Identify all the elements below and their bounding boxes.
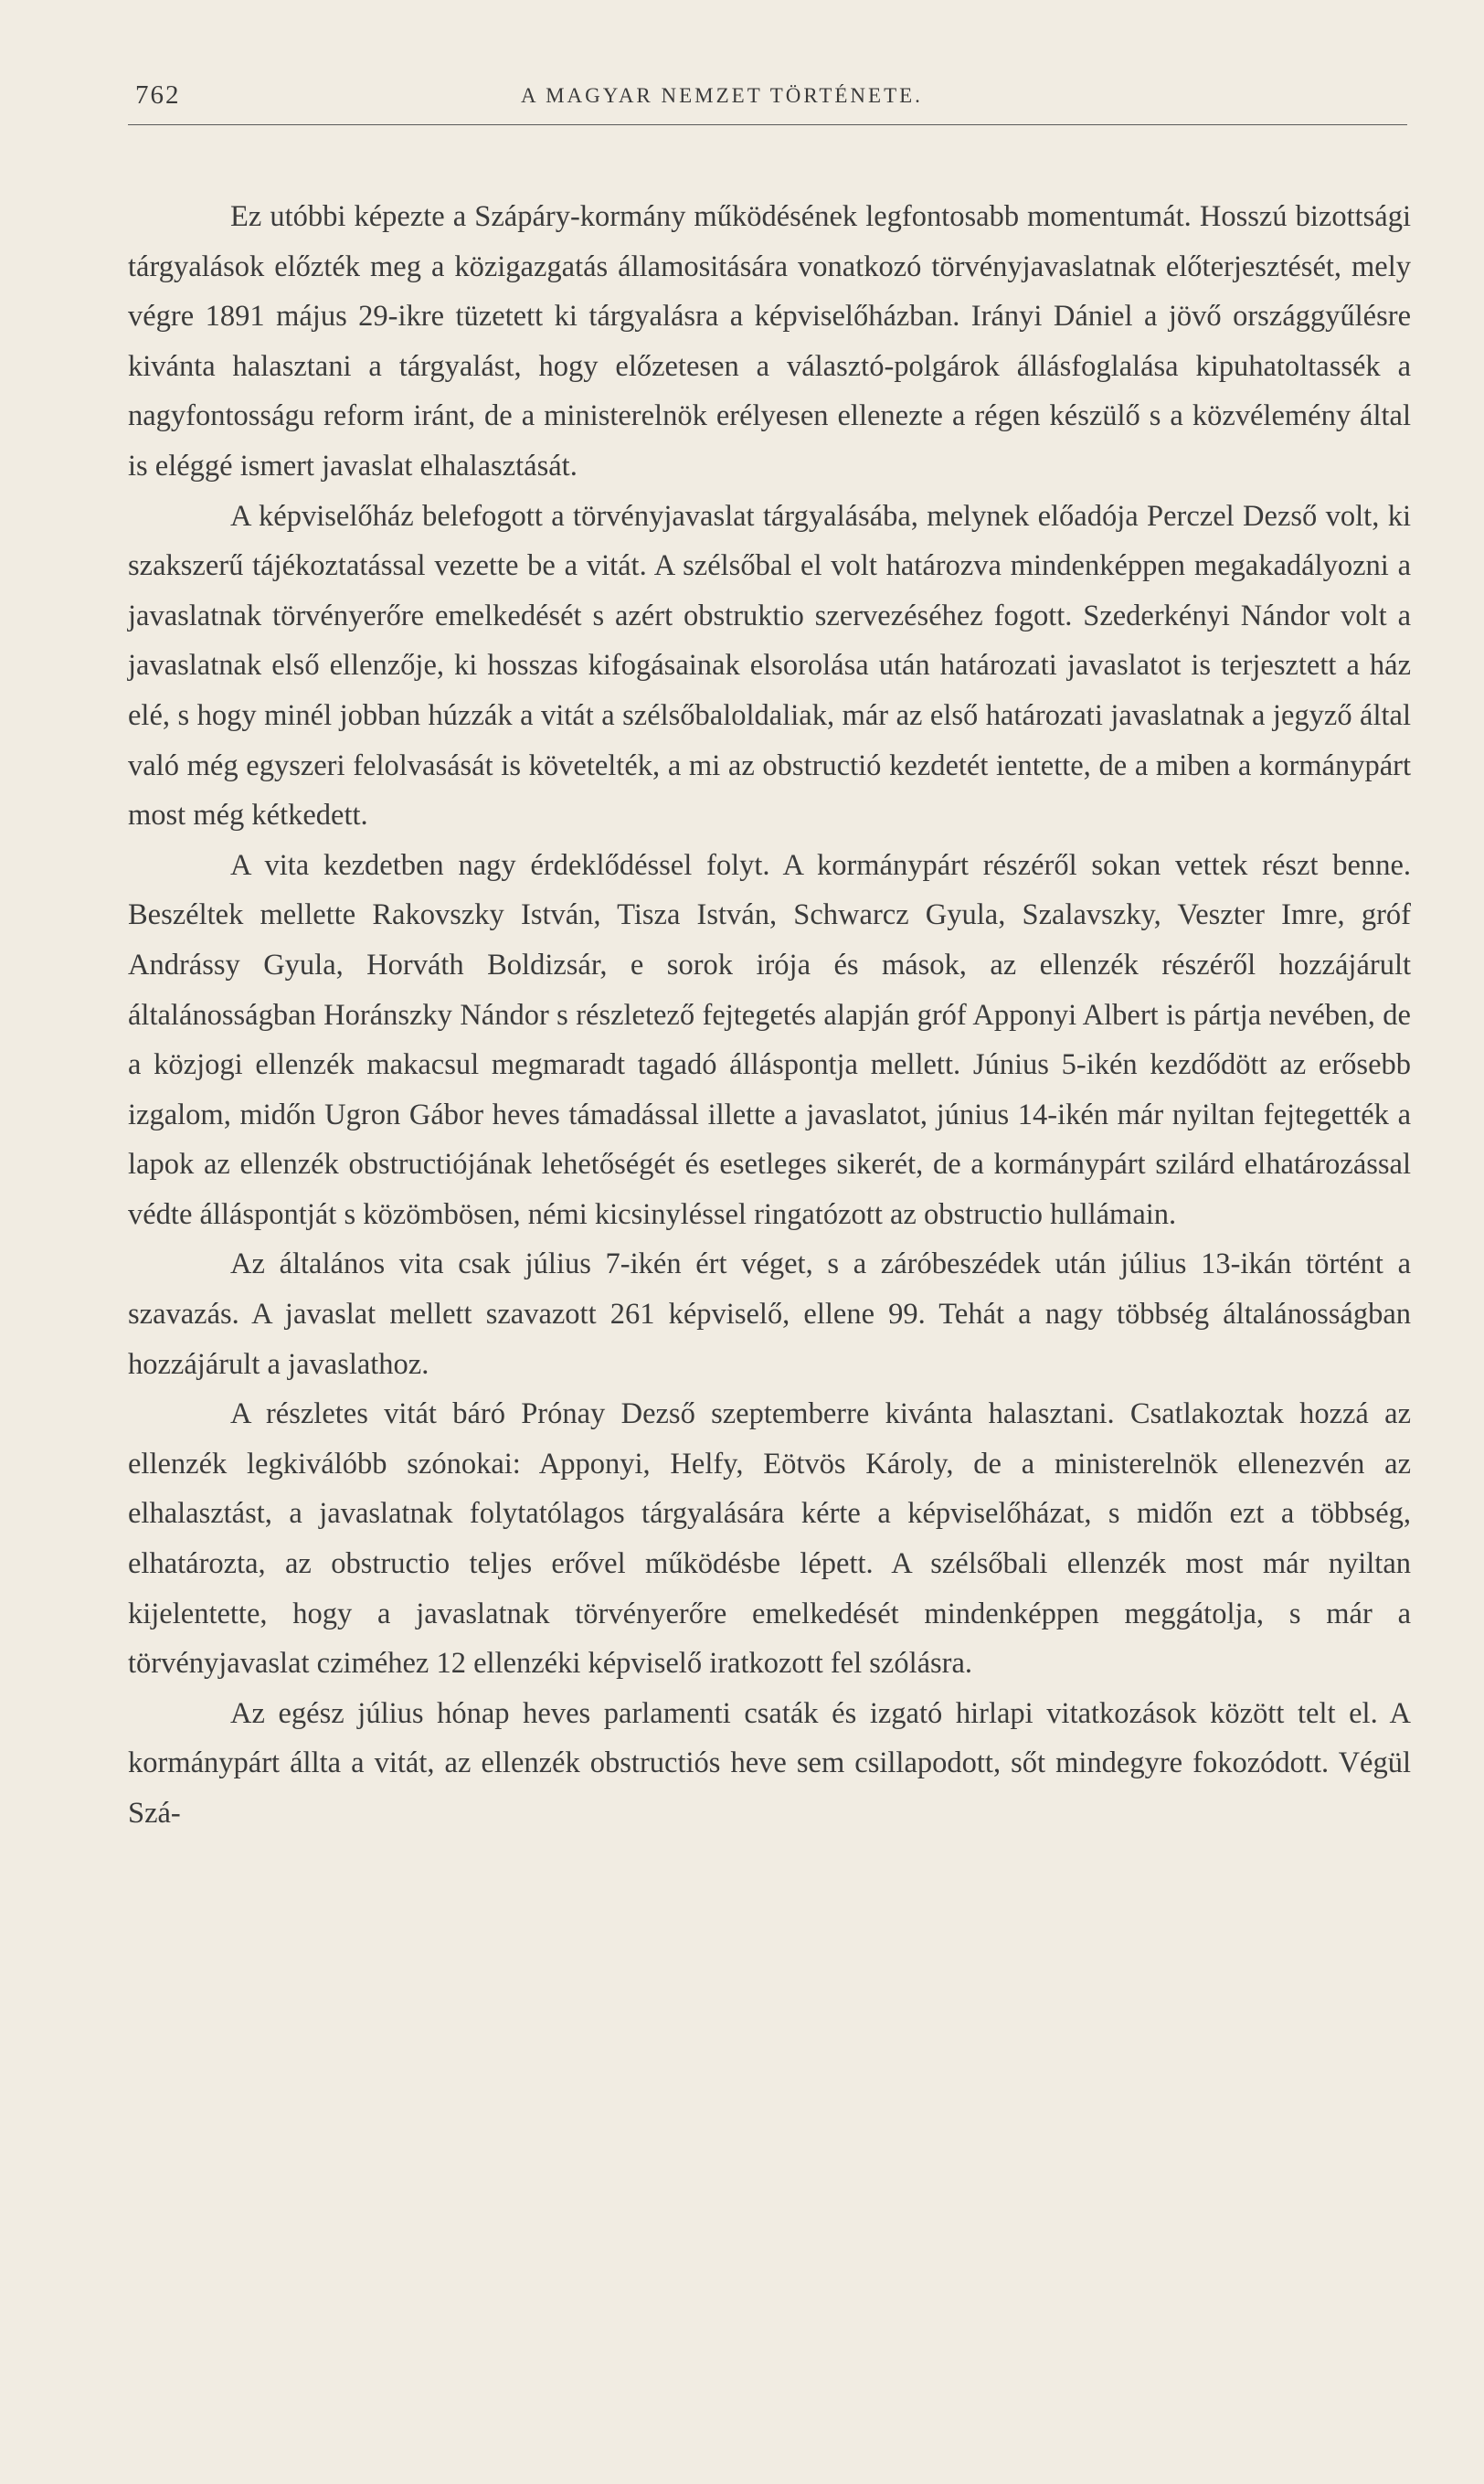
header-rule [128,124,1407,125]
paragraph: Az egész július hónap heves parlamenti csaták és izgató hirlapi vitatkozások között telt el. A kormánypárt állta a vitát, az ellenzék obstructiós heve sem csillapodott, sőt mindegyre fokozódott. Végül Szá- [128,1696,1411,1830]
paragraph: A vita kezdetben nagy érdeklődéssel folyt. A kormánypárt részéről sokan vettek részt benne. Beszéltek mellette Rakovszky István, Tisza István, Schwarcz Gyula, Szalavszky, Veszter Imre, gróf Andrássy Gyula, Horváth Boldizsár, e sorok irója és mások, az ellenzék részéről hozzájárult általánosságban Horánszky Nándor s részletező fejtegetés alapján gróf Apponyi Albert is pártja nevében, de a közjogi ellenzék makacsul megmaradt tagadó álláspontja mellett. Június 5-ikén kezdődött az erősebb izgalom, midőn Ugron Gábor heves támadással illette a javaslatot, június 14-ikén már nyiltan fejtegették a lapok az ellenzék obstructiójának lehetőségét és esetleges sikerét, de a kormánypárt szilárd elhatározással védte álláspontját s közömbösen, némi kicsinyléssel ringatózott az obstructio hullámain. [128,848,1411,1231]
paragraph: Ez utóbbi képezte a Szápáry-kormány működésének legfontosabb momentumát. Hosszú bizottsági tárgyalások előzték meg a közigazgatás államositására vonatkozó törvényjavaslatnak előterjesztését, mely végre 1891 május 29-ikre tüzetett ki tárgyalásra a képviselőházban. Irányi Dániel a jövő országgyűlésre kivánta halasztani a tárgyalást, hogy előzetesen a választó-polgárok állásfoglalása kipuhatoltassék a nagyfontosságu reform iránt, de a ministerelnök erélyesen ellenezte a régen készülő s a közvélemény által is eléggé ismert javaslat elhalasztását. [128,200,1411,483]
running-head [128,80,1407,124]
paragraph: A képviselőház belefogott a törvényjavaslat tárgyalásába, melynek előadója Perczel Dezső volt, ki szakszerű tájékoztatással vezette be a vitát. A szélsőbal el volt határozva mindenképpen megakadályozni a javaslatnak törvényerőre emelkedését s azért obstruktio szervezéséhez fogott. Szederkényi Nándor volt a javaslatnak első ellenzője, ki hosszas kifogásainak elsorolása után határozati javaslatot is terjesztett a ház elé, s hogy minél jobban húzzák a vitát a szélsőbaloldaliak, már az első határozati javaslatnak a jegyző által való még egyszeri felolvasását is követelték, a mi az obstructió kezdetét ientette, de a miben a kormánypárt most még kétkedett. [128,499,1411,833]
running-title: A MAGYAR NEMZET TÖRTÉNETE. [521,84,923,107]
body-text [128,192,1411,1839]
page-number: 762 [135,80,181,110]
paragraph: Az általános vita csak július 7-ikén ért véget, s a záróbeszédek után július 13-ikán történt a szavazás. A javaslat mellett szavazott 261 képviselő, ellene 99. Tehát a nagy többség általánosságban hozzájárult a javaslathoz. [128,1247,1411,1381]
paragraph: A részletes vitát báró Prónay Dezső szeptemberre kivánta halasztani. Csatlakoztak hozzá az ellenzék legkiválóbb szónokai: Apponyi, Helfy, Eötvös Károly, de a ministerelnök ellenezvén az elhalasztást, a javaslatnak folytatólagos tárgyalására kérte a képviselőházat, s midőn ezt a többség, elhatározta, az obstructio teljes erővel működésbe lépett. A szélsőbali ellenzék most már nyiltan kijelentette, hogy a javaslatnak törvényerőre emelkedését mindenképpen meggátolja, s már a törvényjavaslat cziméhez 12 ellenzéki képviselő iratkozott fel szólásra. [128,1397,1411,1681]
